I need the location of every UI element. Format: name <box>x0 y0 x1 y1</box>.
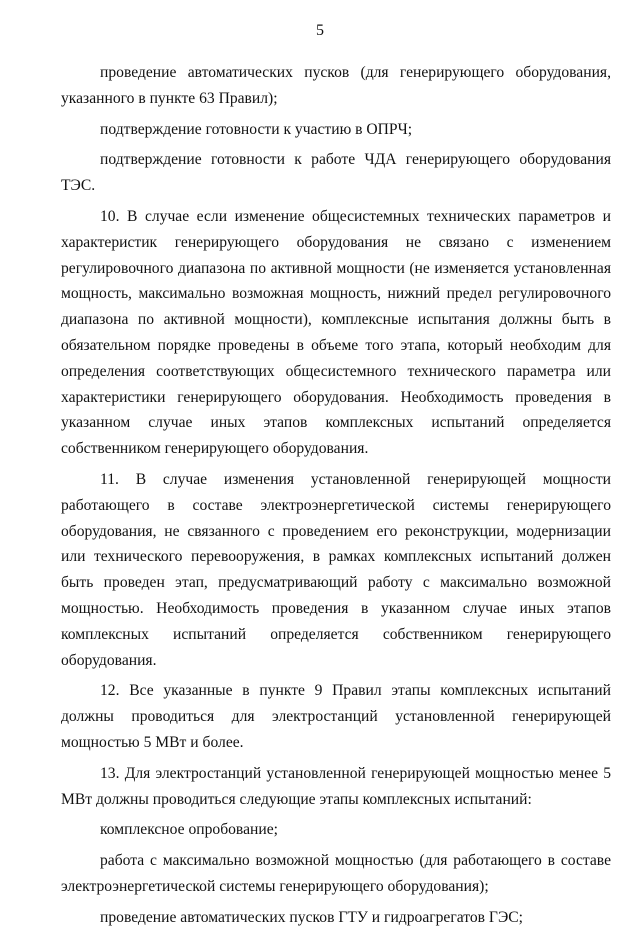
paragraph-clause-10: 10. В случае если изменение общесистемных технических параметров и характеристик генерирующего оборудования не связано с изменением регулировочного диапазона по активной мощности (не изменяется установленная мощность, максимально возможная мощность, нижний предел регулировочного диапазона по активной мощности), комплексные испытания должны быть в обязательном порядке проведены в объеме того этапа, который необходим для определения соответствующих общесистемного технического параметра или характеристики генерирующего оборудования. Необходимость проведения в указанном случае иных этапов комплексных испытаний определяется собственником генерирующего оборудования. <box>61 207 611 458</box>
paragraph-clause-11: 11. В случае изменения установленной генерирующей мощности работающего в составе электроэнергетической системы генерирующего оборудования, не связанного с проведением его реконструкции, модернизации или технического перевооружения, в рамках комплексных испытаний должен быть проведен этап, предусматривающий работу с максимально возможной мощностью. Необходимость проведения в указанном случае иных этапов комплексных испытаний определяется собственником генерирующего оборудования. <box>61 470 611 669</box>
paragraph-auto-starts: проведение автоматических пусков (для генерирующего оборудования, указанного в пункте 63 Правил); <box>61 64 611 107</box>
paragraph-clause-12: 12. Все указанные в пункте 9 Правил этапы комплексных испытаний должны проводиться для электростанций установленной генерирующей мощностью 5 МВт и более. <box>61 682 611 751</box>
paragraph-max-power: работа с максимально возможной мощностью (для работающего в составе электроэнергетической системы генерирующего оборудования); <box>61 852 611 895</box>
page-number: 5 <box>316 22 324 39</box>
paragraph-clause-13: 13. Для электростанций установленной генерирующей мощностью менее 5 МВт должны проводиться следующие этапы комплексных испытаний: <box>61 764 611 808</box>
document-body <box>61 60 611 936</box>
paragraph-gtu-ges-starts: проведение автоматических пусков ГТУ и гидроагрегатов ГЭС; <box>100 908 523 926</box>
paragraph-chda-readiness: подтверждение готовности к работе ЧДА генерирующего оборудования ТЭС. <box>61 151 611 195</box>
paragraph-oprch-readiness: подтверждение готовности к участию в ОПРЧ; <box>100 120 413 138</box>
paragraph-complex-trial: комплексное опробование; <box>100 821 278 839</box>
